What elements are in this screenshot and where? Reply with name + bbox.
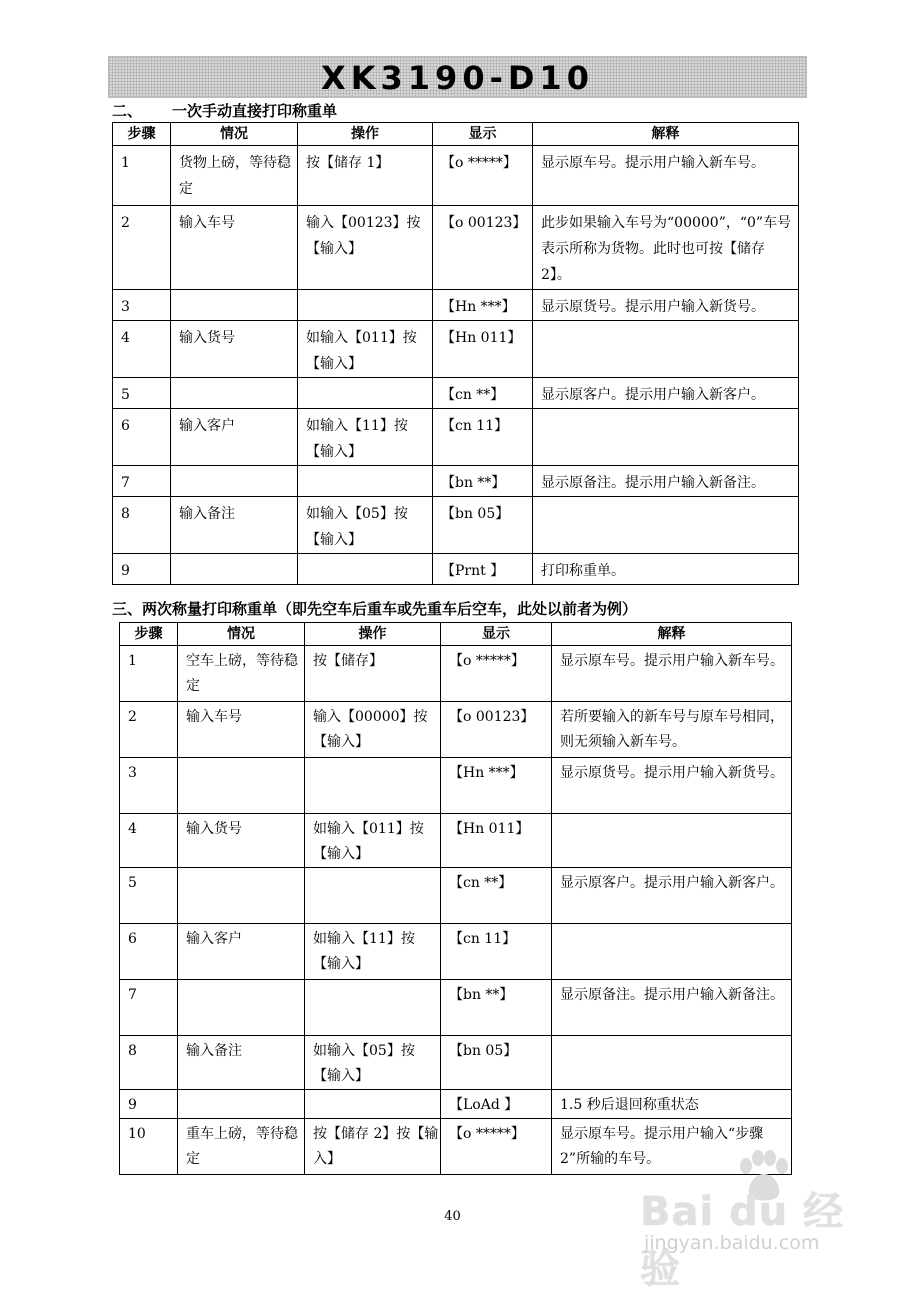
cell-explanation [552,1036,792,1090]
cell-explanation: 1.5 秒后退回称重状态 [552,1090,792,1119]
cell-display: 【o *****】 [433,146,533,206]
cell-step: 3 [113,290,171,321]
cell-operation: 如输入【11】按【输入】 [298,409,433,466]
cell-step: 1 [120,646,178,702]
cell-explanation: 显示原客户。提示用户输入新客户。 [552,868,792,924]
header-step: 步骤 [113,123,171,146]
cell-operation: 输入【00123】按【输入】 [298,206,433,290]
header-step: 步骤 [120,623,178,646]
cell-display: 【o 00123】 [433,206,533,290]
table-row [113,146,799,206]
cell-display: 【o *****】 [441,646,552,702]
table-row [120,758,792,814]
cell-explanation: 打印称重单。 [533,554,799,585]
cell-explanation [552,814,792,868]
cell-situation: 货物上磅，等待稳定 [171,146,298,206]
cell-explanation: 此步如果输入车号为“00000”，“0”车号表示所称为货物。此时也可按【储存 2】。 [533,206,799,290]
cell-display: 【Hn ***】 [441,758,552,814]
cell-explanation: 显示原车号。提示用户输入新车号。 [552,646,792,702]
cell-step: 6 [120,924,178,980]
cell-step: 2 [113,206,171,290]
cell-display: 【o 00123】 [441,702,552,758]
cell-situation: 空车上磅，等待稳定 [178,646,305,702]
cell-step: 5 [113,378,171,409]
table-row [120,702,792,758]
cell-situation: 输入备注 [171,497,298,554]
cell-situation: 输入客户 [171,409,298,466]
watermark-url: jingyan.baidu.com [644,1232,820,1254]
cell-display: 【cn **】 [441,868,552,924]
document-title: XK3190-D10 [321,59,594,97]
cell-display: 【Hn 011】 [441,814,552,868]
cell-display: 【bn 05】 [441,1036,552,1090]
cell-operation [305,868,441,924]
cell-operation: 按【储存】 [305,646,441,702]
cell-operation [305,980,441,1036]
cell-explanation [533,497,799,554]
section-2-heading [112,100,337,121]
cell-situation: 输入车号 [171,206,298,290]
table-row [120,1090,792,1119]
cell-situation [178,980,305,1036]
cell-operation: 按【储存 2】按【输入】 [305,1119,441,1175]
cell-step: 9 [113,554,171,585]
cell-explanation: 显示原货号。提示用户输入新货号。 [533,290,799,321]
cell-explanation [533,321,799,378]
cell-situation: 输入备注 [178,1036,305,1090]
cell-operation [305,758,441,814]
table-row [113,466,799,497]
cell-operation [298,466,433,497]
cell-explanation [533,409,799,466]
cell-step: 3 [120,758,178,814]
cell-operation: 如输入【05】按【输入】 [305,1036,441,1090]
cell-display: 【cn **】 [433,378,533,409]
cell-situation [178,868,305,924]
header-explanation: 解释 [533,123,799,146]
cell-situation: 输入车号 [178,702,305,758]
table-row [113,378,799,409]
cell-explanation: 显示原客户。提示用户输入新客户。 [533,378,799,409]
baidu-watermark [640,1150,860,1292]
cell-situation: 输入客户 [178,924,305,980]
watermark-brand: Bai du 经验 [640,1189,845,1292]
procedure-table-single-weighing [112,122,799,585]
cell-explanation: 显示原车号。提示用户输入“步骤 2”所输的车号。 [552,1119,792,1175]
cell-explanation: 显示原备注。提示用户输入新备注。 [533,466,799,497]
procedure-table-double-weighing [119,622,792,1175]
cell-operation: 输入【00000】按【输入】 [305,702,441,758]
cell-display: 【o *****】 [441,1119,552,1175]
cell-situation [178,758,305,814]
cell-display: 【LoAd 】 [441,1090,552,1119]
cell-situation: 输入货号 [178,814,305,868]
cell-step: 8 [120,1036,178,1090]
table-row [120,1036,792,1090]
cell-explanation [552,924,792,980]
table-header-row [120,623,792,646]
cell-step: 8 [113,497,171,554]
cell-step: 5 [120,868,178,924]
cell-situation [171,378,298,409]
cell-operation: 按【储存 1】 [298,146,433,206]
table-row [120,980,792,1036]
header-operation: 操作 [298,123,433,146]
cell-step: 9 [120,1090,178,1119]
cell-operation: 如输入【011】按【输入】 [298,321,433,378]
cell-situation [171,466,298,497]
cell-operation [305,1090,441,1119]
header-display: 显示 [441,623,552,646]
table-row [120,868,792,924]
table-row [120,814,792,868]
table-row [113,321,799,378]
cell-explanation: 显示原货号。提示用户输入新货号。 [552,758,792,814]
cell-situation: 输入货号 [171,321,298,378]
page-number: 40 [444,1209,461,1224]
cell-step: 4 [120,814,178,868]
cell-display: 【bn 05】 [433,497,533,554]
cell-display: 【cn 11】 [441,924,552,980]
header-situation: 情况 [178,623,305,646]
table-row [113,497,799,554]
cell-operation [298,290,433,321]
table-row [120,646,792,702]
cell-situation [178,1090,305,1119]
cell-display: 【Prnt 】 [433,554,533,585]
cell-display: 【Hn ***】 [433,290,533,321]
cell-step: 2 [120,702,178,758]
table-row [120,924,792,980]
cell-operation: 如输入【11】按【输入】 [305,924,441,980]
cell-situation [171,290,298,321]
section-2-number: 二、 [112,102,143,120]
header-operation: 操作 [305,623,441,646]
cell-situation [171,554,298,585]
table-row [113,409,799,466]
cell-display: 【bn **】 [433,466,533,497]
cell-explanation: 显示原车号。提示用户输入新车号。 [533,146,799,206]
cell-display: 【Hn 011】 [433,321,533,378]
cell-situation: 重车上磅，等待稳定 [178,1119,305,1175]
cell-step: 10 [120,1119,178,1175]
title-banner [108,56,807,98]
table-header-row [113,123,799,146]
cell-operation: 如输入【05】按【输入】 [298,497,433,554]
header-display: 显示 [433,123,533,146]
cell-step: 6 [113,409,171,466]
table-row [113,290,799,321]
section-3-heading: 三、两次称量打印称重单（即先空车后重车或先重车后空车，此处以前者为例） [112,600,638,618]
section-2-title: 一次手动直接打印称重单 [172,102,338,120]
cell-operation: 如输入【011】按【输入】 [305,814,441,868]
cell-step: 7 [120,980,178,1036]
cell-display: 【bn **】 [441,980,552,1036]
cell-step: 7 [113,466,171,497]
table-row [113,554,799,585]
table-row [113,206,799,290]
cell-step: 4 [113,321,171,378]
cell-explanation: 显示原备注。提示用户输入新备注。 [552,980,792,1036]
cell-explanation: 若所要输入的新车号与原车号相同，则无须输入新车号。 [552,702,792,758]
cell-display: 【cn 11】 [433,409,533,466]
cell-operation [298,378,433,409]
cell-operation [298,554,433,585]
header-explanation: 解释 [552,623,792,646]
header-situation: 情况 [171,123,298,146]
cell-step: 1 [113,146,171,206]
